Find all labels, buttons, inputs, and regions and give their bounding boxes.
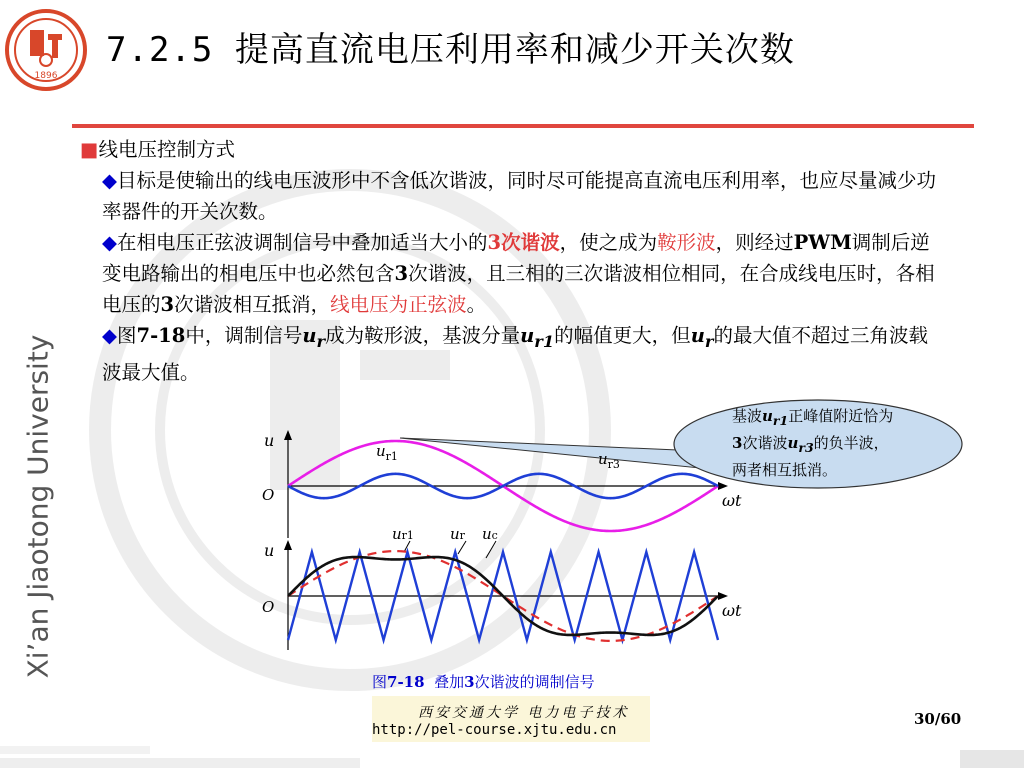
bullet-1: ◆目标是使输出的线电压波形中不含低次谐波，同时尽可能提高直流电压利用率，也应尽量减少功率器件的开关次数。 xyxy=(102,169,937,223)
page-number: 30/60 xyxy=(914,710,962,728)
footer-school: 西安交通大学 电力电子技术 xyxy=(418,705,630,721)
label-bottom-ur1: ur1 xyxy=(392,525,414,543)
bullet-2: ◆在相电压正弦波调制信号中叠加适当大小的3次谐波，使之成为鞍形波，则经过PWM调制后逆变电路输出的相电压中也必然包含3次谐波，且三相的三次谐波相位相同，在合成线电压时，各相电压的3次谐波相互抵消，线电压为正弦波。 xyxy=(102,231,935,316)
top-x-arrow-icon xyxy=(718,482,728,490)
bottom-strip xyxy=(0,746,1024,768)
bottom-y-arrow-icon xyxy=(284,540,292,550)
footer-url[interactable]: http://pel-course.xjtu.edu.cn xyxy=(372,722,617,738)
diamond-bullet-icon: ◆ xyxy=(102,169,117,192)
leader-uc xyxy=(486,541,496,558)
bullet-3: ◆图7-18中，调制信号$u_r$成为鞍形波，基波分量$u_{r1}$的幅值更大，但$u_r$的最大值不超过三角波载波最大值。 xyxy=(102,324,928,384)
side-band xyxy=(0,128,70,768)
bottom-x-arrow-icon xyxy=(718,592,728,600)
diamond-bullet-icon: ◆ xyxy=(102,324,117,347)
bottom-axis-omega: ωt xyxy=(722,601,742,620)
slide-body xyxy=(80,134,946,388)
top-origin: O xyxy=(262,486,275,504)
bottom-origin: O xyxy=(262,598,275,616)
top-axis-u: u xyxy=(264,431,275,450)
square-bullet-icon: ■ xyxy=(80,138,99,161)
label-bottom-ur: ur xyxy=(450,525,465,543)
university-logo xyxy=(4,8,88,92)
slide-title: 7.2.5 提高直流电压利用率和减少开关次数 xyxy=(106,30,795,70)
figure-caption: 图7-18 叠加3次谐波的调制信号 xyxy=(372,673,595,691)
section-heading: ■线电压控制方式 xyxy=(80,138,235,161)
logo-year: 1896 xyxy=(34,71,58,81)
diamond-bullet-icon: ◆ xyxy=(102,231,117,254)
waveform-figure xyxy=(250,428,770,664)
label-ur3: $u_{r3}$ xyxy=(598,450,620,471)
callout-text: 基波$u_{r1}$正峰值附近恰为 3次谐波$u_{r3}$的负半波， 两者相互抵消。 xyxy=(732,407,894,479)
label-ur1: $u_{r1}$ xyxy=(376,442,398,463)
top-y-arrow-icon xyxy=(284,430,292,440)
label-bottom-uc: uc xyxy=(482,525,498,543)
university-name: Xi’an Jiaotong University xyxy=(21,334,55,679)
title-divider xyxy=(72,124,974,128)
top-axis-omega: ωt xyxy=(722,491,742,510)
bottom-axis-u: u xyxy=(264,541,275,560)
